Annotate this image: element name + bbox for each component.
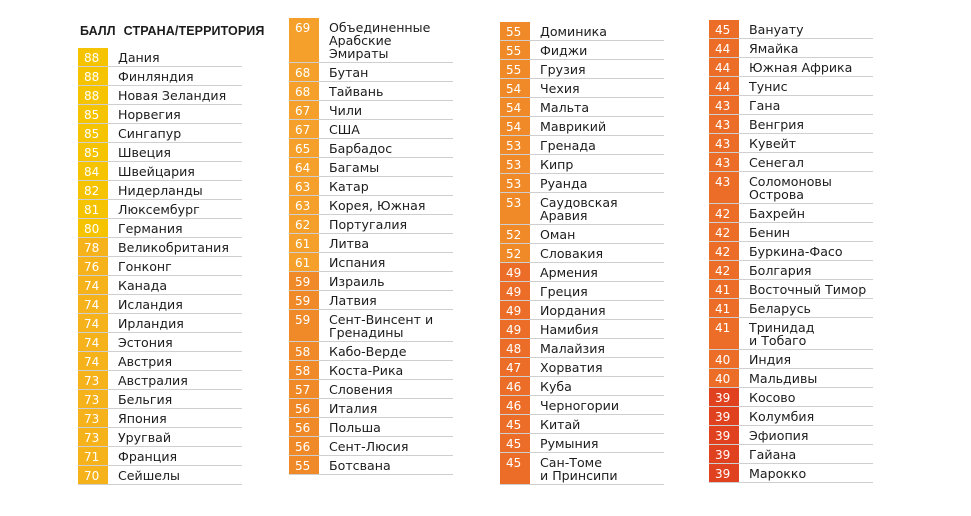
country-name: Уругвай (118, 430, 172, 445)
country-name: Ботсвана (329, 458, 391, 473)
table-row (289, 418, 453, 437)
table-row (500, 22, 664, 41)
score-badge: 43 (709, 134, 739, 152)
table-row (289, 456, 453, 475)
score-badge: 45 (500, 453, 530, 484)
country-name: Словения (329, 382, 393, 397)
score-badge: 61 (289, 253, 319, 271)
table-row (709, 172, 873, 204)
table-row (78, 181, 242, 200)
table-row (500, 434, 664, 453)
table-row (709, 350, 873, 369)
table-row (289, 82, 453, 101)
country-name: Саудовская Аравия (540, 195, 618, 223)
country-name: Австрия (118, 354, 173, 369)
score-badge: 39 (709, 388, 739, 406)
table-row (709, 96, 873, 115)
score-badge: 42 (709, 223, 739, 241)
table-row (289, 215, 453, 234)
country-name: Мальта (540, 100, 590, 115)
score-badge: 40 (709, 350, 739, 368)
country-name: Ямайка (749, 41, 799, 56)
country-name: Барбадос (329, 141, 393, 156)
table-row (709, 369, 873, 388)
score-badge: 55 (500, 41, 530, 59)
table-row (500, 358, 664, 377)
table-row (500, 415, 664, 434)
score-badge: 46 (500, 396, 530, 414)
score-badge: 61 (289, 234, 319, 252)
table-row (709, 204, 873, 223)
country-name: Катар (329, 179, 369, 194)
country-name: Фиджи (540, 43, 588, 58)
country-name: Косово (749, 390, 796, 405)
table-row (289, 437, 453, 456)
country-name: Колумбия (749, 409, 815, 424)
score-badge: 43 (709, 96, 739, 114)
country-name: Руанда (540, 176, 588, 191)
table-row (500, 155, 664, 174)
country-name: Эфиопия (749, 428, 809, 443)
table-row (500, 282, 664, 301)
table-row (500, 244, 664, 263)
country-name: Тунис (749, 79, 788, 94)
country-name: Беларусь (749, 301, 811, 316)
score-badge: 56 (289, 418, 319, 436)
country-name: Нидерланды (118, 183, 203, 198)
country-name: Испания (329, 255, 386, 270)
country-name: Хорватия (540, 360, 603, 375)
score-badge: 45 (500, 415, 530, 433)
table-row (289, 361, 453, 380)
score-badge: 69 (289, 18, 319, 62)
table-row (709, 407, 873, 426)
table-row (709, 39, 873, 58)
score-badge: 42 (709, 242, 739, 260)
country-name: Венгрия (749, 117, 804, 132)
score-badge: 39 (709, 464, 739, 482)
score-badge: 85 (78, 124, 108, 142)
score-badge: 46 (500, 377, 530, 395)
table-row (78, 314, 242, 333)
table-row (289, 291, 453, 310)
score-badge: 59 (289, 310, 319, 341)
score-badge: 43 (709, 153, 739, 171)
score-badge: 64 (289, 158, 319, 176)
score-badge: 53 (500, 136, 530, 154)
table-row (500, 117, 664, 136)
score-badge: 56 (289, 399, 319, 417)
score-badge: 74 (78, 333, 108, 351)
score-badge: 49 (500, 320, 530, 338)
score-badge: 41 (709, 318, 739, 349)
table-row (289, 310, 453, 342)
table-row (500, 396, 664, 415)
score-badge: 54 (500, 79, 530, 97)
country-name: Бутан (329, 65, 369, 80)
score-badge: 70 (78, 466, 108, 484)
table-row (500, 136, 664, 155)
score-badge: 58 (289, 342, 319, 360)
country-name: Латвия (329, 293, 377, 308)
score-badge: 56 (289, 437, 319, 455)
score-badge: 57 (289, 380, 319, 398)
table-row (500, 339, 664, 358)
country-name: Греция (540, 284, 588, 299)
table-row (78, 333, 242, 352)
country-name: Соломоновы Острова (749, 174, 832, 202)
country-name: Сент-Люсия (329, 439, 409, 454)
country-name: Сингапур (118, 126, 182, 141)
table-row (709, 426, 873, 445)
score-badge: 85 (78, 105, 108, 123)
country-name: Малайзия (540, 341, 605, 356)
country-name: Швейцария (118, 164, 195, 179)
country-name: Кипр (540, 157, 574, 172)
country-name: Бельгия (118, 392, 173, 407)
table-row (78, 86, 242, 105)
score-badge: 49 (500, 263, 530, 281)
score-badge: 53 (500, 174, 530, 192)
table-row (78, 447, 242, 466)
table-row (709, 77, 873, 96)
score-badge: 55 (500, 60, 530, 78)
table-row (709, 115, 873, 134)
table-row (289, 120, 453, 139)
table-row (78, 276, 242, 295)
table-row (289, 272, 453, 291)
table-row (78, 124, 242, 143)
country-name: Ирландия (118, 316, 184, 331)
country-name: Великобритания (118, 240, 229, 255)
table-row (78, 295, 242, 314)
score-badge: 73 (78, 428, 108, 446)
country-name: Сан-Томе и Принсипи (540, 455, 618, 483)
score-badge: 53 (500, 155, 530, 173)
country-name: Доминика (540, 24, 607, 39)
country-name: Черногории (540, 398, 619, 413)
table-row (289, 399, 453, 418)
country-name: Италия (329, 401, 378, 416)
score-badge: 74 (78, 314, 108, 332)
table-row (500, 377, 664, 396)
country-name: Индия (749, 352, 792, 367)
score-badge: 67 (289, 120, 319, 138)
table-row (500, 60, 664, 79)
table-row (289, 196, 453, 215)
country-name: США (329, 122, 360, 137)
score-badge: 78 (78, 238, 108, 256)
score-badge: 53 (500, 193, 530, 224)
table-row (78, 257, 242, 276)
score-badge: 44 (709, 58, 739, 76)
table-row (289, 18, 453, 63)
table-row (709, 445, 873, 464)
score-badge: 88 (78, 86, 108, 104)
country-name: Маврикий (540, 119, 607, 134)
country-name: Оман (540, 227, 576, 242)
table-row (709, 280, 873, 299)
country-name: Словакия (540, 246, 604, 261)
score-badge: 71 (78, 447, 108, 465)
score-badge: 88 (78, 67, 108, 85)
country-name: Литва (329, 236, 370, 251)
country-name: Дания (118, 50, 160, 65)
country-name: Сейшелы (118, 468, 180, 483)
score-badge: 82 (78, 181, 108, 199)
country-name: Марокко (749, 466, 807, 481)
score-badge: 49 (500, 282, 530, 300)
score-badge: 40 (709, 369, 739, 387)
score-badge: 45 (709, 20, 739, 38)
table-row (500, 174, 664, 193)
table-row (78, 371, 242, 390)
table-row (500, 320, 664, 339)
country-name: Япония (118, 411, 167, 426)
table-row (289, 342, 453, 361)
table-row (709, 134, 873, 153)
country-name: Австралия (118, 373, 188, 388)
country-name: Румыния (540, 436, 599, 451)
score-badge: 39 (709, 426, 739, 444)
country-name: Финляндия (118, 69, 194, 84)
table-row (78, 390, 242, 409)
score-badge: 41 (709, 299, 739, 317)
score-badge: 52 (500, 225, 530, 243)
table-row (78, 409, 242, 428)
table-row (289, 101, 453, 120)
score-badge: 74 (78, 276, 108, 294)
score-badge: 42 (709, 261, 739, 279)
table-row (78, 67, 242, 86)
country-name: Гренада (540, 138, 596, 153)
country-name: Кабо-Верде (329, 344, 407, 359)
score-badge: 55 (500, 22, 530, 40)
table-row (709, 261, 873, 280)
country-name: Франция (118, 449, 178, 464)
score-badge: 49 (500, 301, 530, 319)
country-name: Корея, Южная (329, 198, 426, 213)
country-name: Тайвань (329, 84, 384, 99)
table-row (500, 453, 664, 485)
table-row (500, 98, 664, 117)
table-row (709, 318, 873, 350)
country-name: Новая Зеландия (118, 88, 227, 103)
table-row (78, 352, 242, 371)
table-row (500, 225, 664, 244)
country-name: Коста-Рика (329, 363, 404, 378)
table-row (78, 200, 242, 219)
country-name: Буркина-Фасо (749, 244, 843, 259)
score-badge: 41 (709, 280, 739, 298)
score-badge: 81 (78, 200, 108, 218)
score-badge: 54 (500, 98, 530, 116)
table-row (289, 63, 453, 82)
table-row (78, 238, 242, 257)
table-row (500, 193, 664, 225)
country-name: Иордания (540, 303, 606, 318)
table-row (78, 428, 242, 447)
table-row (709, 464, 873, 483)
score-badge: 73 (78, 371, 108, 389)
score-badge: 74 (78, 352, 108, 370)
table-row (289, 380, 453, 399)
table-row (709, 58, 873, 77)
score-badge: 85 (78, 143, 108, 161)
score-badge: 44 (709, 77, 739, 95)
country-name: Гана (749, 98, 781, 113)
score-badge: 80 (78, 219, 108, 237)
score-badge: 73 (78, 409, 108, 427)
score-badge: 54 (500, 117, 530, 135)
country-name: Польша (329, 420, 381, 435)
table-row (709, 299, 873, 318)
country-name: Багамы (329, 160, 380, 175)
country-name: Болгария (749, 263, 812, 278)
score-badge: 47 (500, 358, 530, 376)
country-name: Норвегия (118, 107, 181, 122)
score-badge: 59 (289, 291, 319, 309)
score-badge: 58 (289, 361, 319, 379)
country-name: Тринидад и Тобаго (749, 320, 815, 348)
score-badge: 59 (289, 272, 319, 290)
country-name: Германия (118, 221, 183, 236)
country-name: Исландия (118, 297, 183, 312)
score-badge: 63 (289, 196, 319, 214)
country-name: Куба (540, 379, 572, 394)
table-row (500, 263, 664, 282)
country-name: Бахрейн (749, 206, 805, 221)
country-name: Бенин (749, 225, 791, 240)
table-row (78, 219, 242, 238)
country-name: Люксембург (118, 202, 200, 217)
table-row (78, 466, 242, 485)
table-row (289, 139, 453, 158)
score-badge: 63 (289, 177, 319, 195)
country-name: Китай (540, 417, 581, 432)
table-row (709, 20, 873, 39)
country-name: Эстония (118, 335, 173, 350)
score-badge: 65 (289, 139, 319, 157)
score-badge: 73 (78, 390, 108, 408)
country-name: Канада (118, 278, 168, 293)
table-row (709, 223, 873, 242)
score-badge: 39 (709, 407, 739, 425)
score-badge: 45 (500, 434, 530, 452)
table-row (500, 41, 664, 60)
country-name: Чехия (540, 81, 580, 96)
score-badge: 76 (78, 257, 108, 275)
score-badge: 48 (500, 339, 530, 357)
country-name: Португалия (329, 217, 408, 232)
score-badge: 39 (709, 445, 739, 463)
country-name: Гайана (749, 447, 797, 462)
table-row (78, 162, 242, 181)
table-row (78, 143, 242, 162)
country-name: Грузия (540, 62, 586, 77)
country-name: Объединенные Арабские Эмираты (329, 20, 431, 61)
table-row (500, 79, 664, 98)
table-row (500, 301, 664, 320)
score-column-header: БАЛЛ (80, 24, 116, 38)
score-badge: 43 (709, 115, 739, 133)
score-badge: 42 (709, 204, 739, 222)
score-badge: 68 (289, 63, 319, 81)
table-row (78, 48, 242, 67)
country-name: Южная Африка (749, 60, 853, 75)
table-row (78, 105, 242, 124)
score-badge: 84 (78, 162, 108, 180)
country-name: Восточный Тимор (749, 282, 867, 297)
score-badge: 55 (289, 456, 319, 474)
score-badge: 88 (78, 48, 108, 66)
table-header (80, 24, 264, 38)
country-name: Сенегал (749, 155, 804, 170)
score-badge: 74 (78, 295, 108, 313)
table-row (709, 242, 873, 261)
score-badge: 68 (289, 82, 319, 100)
score-badge: 44 (709, 39, 739, 57)
table-row (289, 177, 453, 196)
country-name: Израиль (329, 274, 385, 289)
country-name: Мальдивы (749, 371, 818, 386)
country-name: Гонконг (118, 259, 172, 274)
country-name: Намибия (540, 322, 599, 337)
table-row (289, 253, 453, 272)
table-row (709, 388, 873, 407)
country-name: Вануату (749, 22, 804, 37)
country-name: Кувейт (749, 136, 797, 151)
score-badge: 43 (709, 172, 739, 203)
table-row (709, 153, 873, 172)
score-badge: 52 (500, 244, 530, 262)
country-column-header: СТРАНА/ТЕРРИТОРИЯ (123, 24, 265, 38)
score-badge: 62 (289, 215, 319, 233)
table-row (289, 158, 453, 177)
score-badge: 67 (289, 101, 319, 119)
table-row (289, 234, 453, 253)
country-name: Армения (540, 265, 598, 280)
country-name: Чили (329, 103, 363, 118)
country-name: Сент-Винсент и Гренадины (329, 312, 434, 340)
country-name: Швеция (118, 145, 171, 160)
